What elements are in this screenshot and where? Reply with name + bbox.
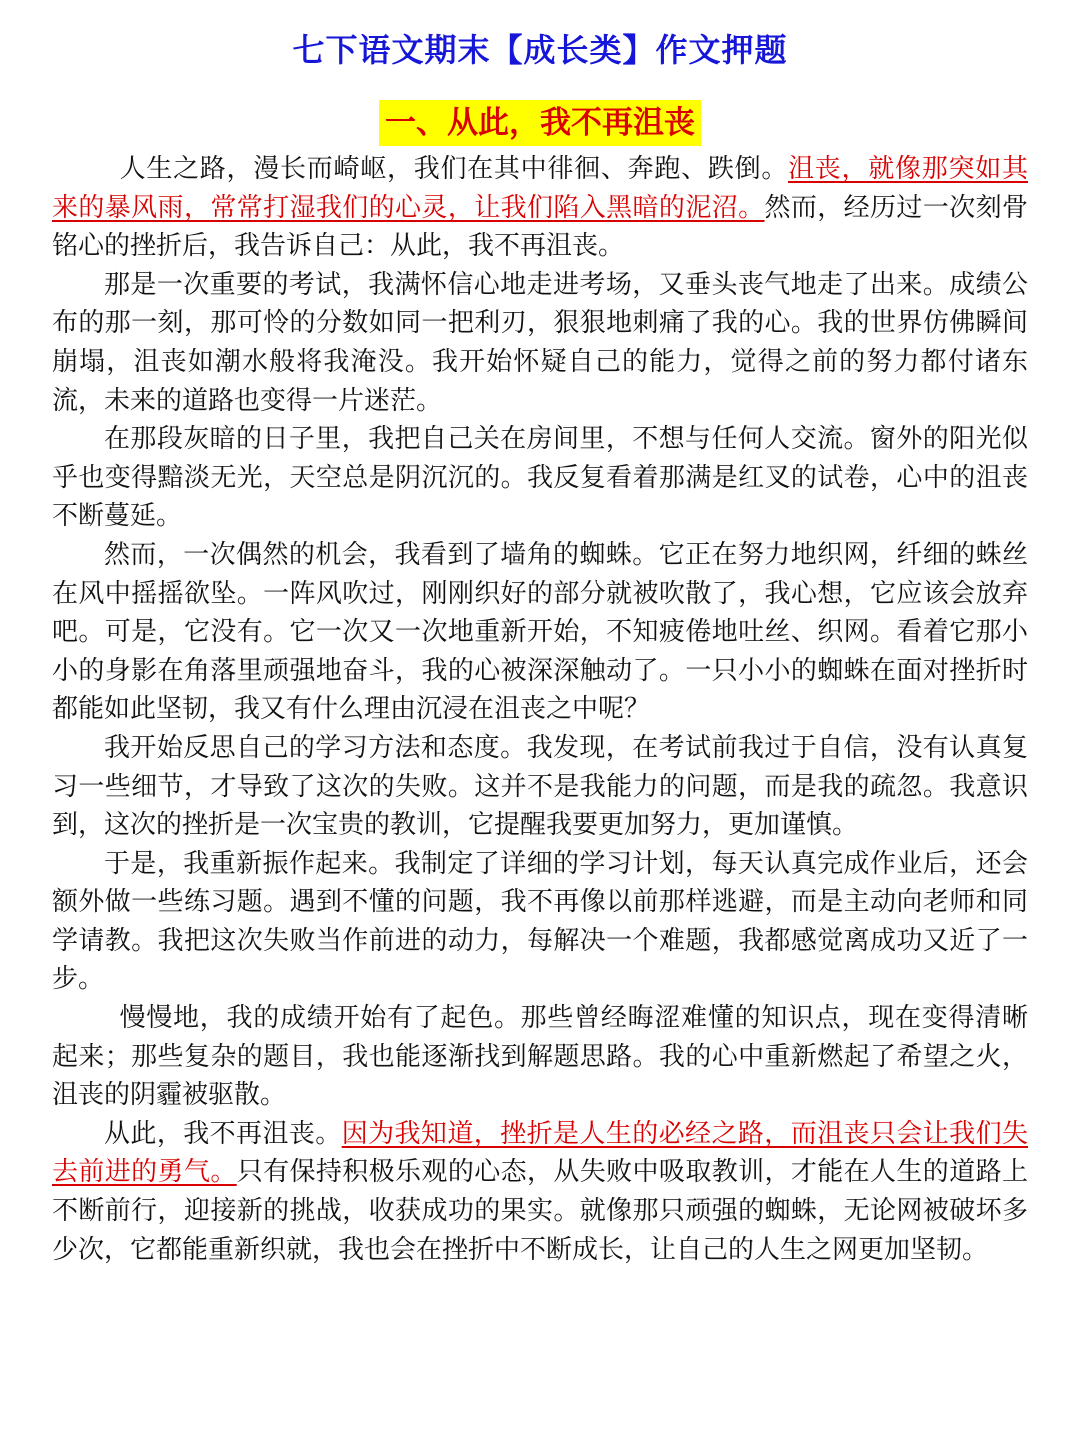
- paragraph-1: [52, 150, 1028, 266]
- paragraph-7: 慢慢地，我的成绩开始有了起色。那些曾经晦涩难懂的知识点，现在变得清晰起来；那些复杂的题目，我也能逐渐找到解题思路。我的心中重新燃起了希望之火，沮丧的阴霾被驱散。: [52, 1003, 1028, 1111]
- paragraph-1-text-end: 然而，经历过一次刻骨铭心的挫折后，我告诉自己：从此，我不再沮丧。: [52, 192, 1028, 262]
- paragraph-2: 那是一次重要的考试，我满怀信心地走进考场，又垂头丧气地走了出来。成绩公布的那一刻，那可怜的分数如同一把利刃，狠狠地刺痛了我的心。我的世界仿佛瞬间崩塌，沮丧如潮水般将我淹没。我开始怀疑自己的能力，觉得之前的努力都付诸东流，未来的道路也变得一片迷茫。: [52, 269, 1028, 416]
- paragraph-8: [52, 1115, 1028, 1269]
- paragraph-4: 然而，一次偶然的机会，我看到了墙角的蜘蛛。它正在努力地织网，纤细的蛛丝在风中摇摇欲坠。一阵风吹过，刚刚织好的部分就被吹散了，我心想，它应该会放弃吧。可是，它没有。它一次又一次地重新开始，不知疲倦地吐丝、织网。看着它那小小的身影在角落里顽强地奋斗，我的心被深深触动了。一只小小的蜘蛛在面对挫折时都能如此坚韧，我又有什么理由沉浸在沮丧之中呢？: [52, 539, 1028, 725]
- paragraph-1-text: 人生之路，漫长而崎岖，我们在其中徘徊、奔跑、跌倒。: [119, 154, 789, 184]
- paragraph-8-text-end: 只有保持积极乐观的心态，从失败中吸取教训，才能在人生的道路上不断前行，迎接新的挑战，收获成功的果实。就像那只顽强的蜘蛛，无论网被破坏多少次，它都能重新织就，我也会在挫折中不断成长，让自己的人生之网更加坚韧。: [52, 1157, 1028, 1265]
- page-title: 七下语文期末【成长类】作文押题: [292, 31, 788, 69]
- paragraph-5: 我开始反思自己的学习方法和态度。我发现，在考试前我过于自信，没有认真复习一些细节，才导致了这次的失败。这并不是我能力的问题，而是我的疏忽。我意识到，这次的挫折是一次宝贵的教训，它提醒我要更加努力，更加谨慎。: [52, 732, 1028, 841]
- paragraph-1-highlight: 沮丧，就像那突如其来的暴风雨，常常打湿我们的心灵，让我们陷入黑暗的泥沼。: [52, 154, 1028, 223]
- essay-subtitle: 一、从此，我不再沮丧: [379, 100, 701, 146]
- paragraph-8-highlight: 因为我知道，挫折是人生的必经之路，而沮丧只会让我们失去前进的勇气。: [52, 1118, 1028, 1188]
- subtitle-container: [0, 100, 1080, 146]
- paragraph-6: 于是，我重新振作起来。我制定了详细的学习计划，每天认真完成作业后，还会额外做一些练习题。遇到不懂的问题，我不再像以前那样逃避，而是主动向老师和同学请教。我把这次失败当作前进的动力，每解决一个难题，我都感觉离成功又近了一步。: [52, 848, 1028, 995]
- essay-body: [52, 150, 1028, 1269]
- paragraph-8-text: 从此，我不再沮丧。: [104, 1118, 342, 1149]
- paragraph-3: 在那段灰暗的日子里，我把自己关在房间里，不想与任何人交流。窗外的阳光似乎也变得黯淡无光，天空总是阴沉沉的。我反复看着那满是红叉的试卷，心中的沮丧不断蔓延。: [52, 424, 1028, 532]
